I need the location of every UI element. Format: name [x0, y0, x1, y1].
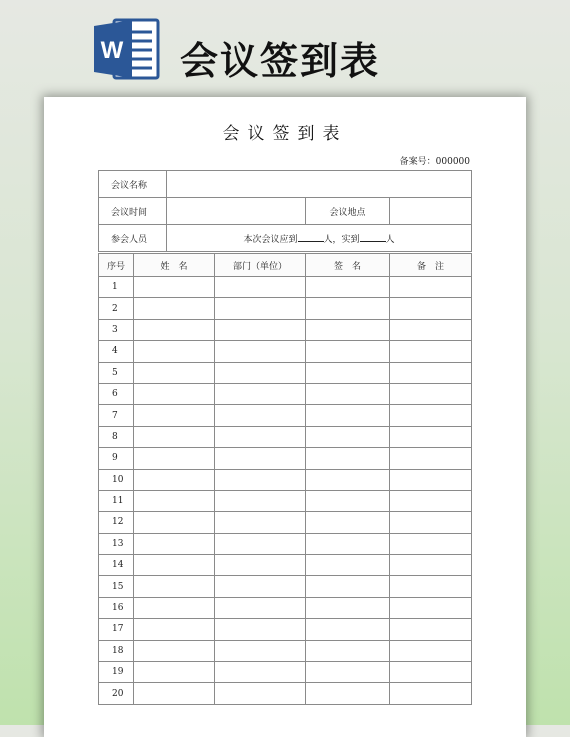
table-row: [99, 319, 472, 340]
remarks-cell[interactable]: [390, 362, 472, 383]
meeting-name-field[interactable]: [167, 171, 472, 198]
department-cell[interactable]: [215, 298, 306, 319]
meeting-time-label: 会议时间: [99, 198, 167, 225]
table-row: [99, 619, 472, 640]
department-cell[interactable]: [215, 405, 306, 426]
name-cell[interactable]: [134, 640, 215, 661]
row-number: 14: [99, 555, 134, 576]
row-number: 17: [99, 619, 134, 640]
table-row: [99, 662, 472, 683]
department-cell[interactable]: [215, 512, 306, 533]
signature-cell[interactable]: [306, 383, 390, 404]
signature-cell[interactable]: [306, 277, 390, 298]
department-cell[interactable]: [215, 662, 306, 683]
name-cell[interactable]: [134, 490, 215, 511]
row-number: 8: [99, 426, 134, 447]
table-row: [99, 512, 472, 533]
name-cell[interactable]: [134, 319, 215, 340]
meeting-time-field[interactable]: [167, 198, 306, 225]
remarks-cell[interactable]: [390, 576, 472, 597]
department-cell[interactable]: [215, 277, 306, 298]
table-row: [99, 533, 472, 554]
row-number: 12: [99, 512, 134, 533]
name-cell[interactable]: [134, 512, 215, 533]
name-cell[interactable]: [134, 555, 215, 576]
signature-cell[interactable]: [306, 490, 390, 511]
table-row: [99, 576, 472, 597]
remarks-cell[interactable]: [390, 533, 472, 554]
meeting-time-row: [99, 198, 472, 225]
row-number: 3: [99, 319, 134, 340]
attendance-text-expected: 本次会议应到: [243, 234, 298, 245]
row-number: 2: [99, 298, 134, 319]
name-cell[interactable]: [134, 383, 215, 404]
banner: [0, 0, 570, 95]
department-cell[interactable]: [215, 383, 306, 404]
table-row: [99, 341, 472, 362]
signature-cell[interactable]: [306, 298, 390, 319]
signature-cell[interactable]: [306, 448, 390, 469]
row-number: 20: [99, 683, 134, 704]
remarks-cell[interactable]: [390, 683, 472, 704]
table-row: [99, 298, 472, 319]
table-row: [99, 469, 472, 490]
department-cell[interactable]: [215, 619, 306, 640]
department-cell[interactable]: [215, 597, 306, 618]
row-number: 10: [99, 469, 134, 490]
name-cell[interactable]: [134, 662, 215, 683]
remarks-cell[interactable]: [390, 469, 472, 490]
meeting-name-row: [99, 171, 472, 198]
row-number: 13: [99, 533, 134, 554]
name-cell[interactable]: [134, 597, 215, 618]
signature-cell[interactable]: [306, 619, 390, 640]
signature-cell[interactable]: [306, 426, 390, 447]
signature-cell[interactable]: [306, 555, 390, 576]
row-number: 11: [99, 490, 134, 511]
column-header-name: 姓 名: [134, 254, 215, 277]
table-row: [99, 277, 472, 298]
remarks-cell[interactable]: [390, 512, 472, 533]
remarks-cell[interactable]: [390, 597, 472, 618]
table-row: [99, 448, 472, 469]
attendance-text-unit: 人: [385, 234, 395, 245]
column-header-signature: 签 名: [306, 254, 390, 277]
name-cell[interactable]: [134, 683, 215, 704]
row-number: 6: [99, 383, 134, 404]
department-cell[interactable]: [215, 683, 306, 704]
name-cell[interactable]: [134, 576, 215, 597]
sign-in-table: [98, 253, 472, 705]
department-cell[interactable]: [215, 448, 306, 469]
attendance-summary: [167, 225, 472, 252]
row-number: 1: [99, 277, 134, 298]
department-cell[interactable]: [215, 426, 306, 447]
table-row: [99, 597, 472, 618]
meeting-name-label: 会议名称: [99, 171, 167, 198]
remarks-cell[interactable]: [390, 383, 472, 404]
signature-cell[interactable]: [306, 597, 390, 618]
table-row: [99, 490, 472, 511]
sign-in-header-row: [99, 254, 472, 277]
name-cell[interactable]: [134, 298, 215, 319]
name-cell[interactable]: [134, 362, 215, 383]
name-cell[interactable]: [134, 277, 215, 298]
meeting-place-field[interactable]: [390, 198, 472, 225]
banner-title: 会议签到表: [180, 39, 381, 83]
row-number: 5: [99, 362, 134, 383]
remarks-cell[interactable]: [390, 319, 472, 340]
table-row: [99, 640, 472, 661]
meeting-place-label: 会议地点: [306, 198, 390, 225]
table-row: [99, 426, 472, 447]
remarks-cell[interactable]: [390, 555, 472, 576]
attendees-row: [99, 225, 472, 252]
department-cell[interactable]: [215, 555, 306, 576]
department-cell[interactable]: [215, 362, 306, 383]
signature-cell[interactable]: [306, 319, 390, 340]
row-number: 15: [99, 576, 134, 597]
remarks-cell[interactable]: [390, 619, 472, 640]
expected-count-blank[interactable]: [298, 232, 324, 242]
department-cell[interactable]: [215, 341, 306, 362]
signature-cell[interactable]: [306, 405, 390, 426]
remarks-cell[interactable]: [390, 341, 472, 362]
row-number: 4: [99, 341, 134, 362]
signature-cell[interactable]: [306, 683, 390, 704]
department-cell[interactable]: [215, 490, 306, 511]
meeting-info-table: [98, 170, 472, 252]
department-cell[interactable]: [215, 533, 306, 554]
attendees-label: 参会人员: [99, 225, 167, 252]
sign-in-rows: [99, 277, 472, 705]
row-number: 9: [99, 448, 134, 469]
name-cell[interactable]: [134, 341, 215, 362]
document-page: [44, 97, 526, 737]
name-cell[interactable]: [134, 405, 215, 426]
remarks-cell[interactable]: [390, 490, 472, 511]
document-title: 会议签到表: [222, 124, 348, 144]
department-cell[interactable]: [215, 576, 306, 597]
name-cell[interactable]: [134, 426, 215, 447]
department-cell[interactable]: [215, 640, 306, 661]
signature-cell[interactable]: [306, 469, 390, 490]
name-cell[interactable]: [134, 619, 215, 640]
signature-cell[interactable]: [306, 512, 390, 533]
column-header-number: 序号: [99, 254, 134, 277]
row-number: 16: [99, 597, 134, 618]
signature-cell[interactable]: [306, 533, 390, 554]
name-cell[interactable]: [134, 448, 215, 469]
column-header-department: 部门（单位）: [215, 254, 306, 277]
table-row: [99, 362, 472, 383]
department-cell[interactable]: [215, 319, 306, 340]
table-row: [99, 405, 472, 426]
remarks-cell[interactable]: [390, 277, 472, 298]
actual-count-blank[interactable]: [360, 232, 386, 242]
remarks-cell[interactable]: [390, 426, 472, 447]
table-row: [99, 683, 472, 704]
row-number: 7: [99, 405, 134, 426]
row-number: 18: [99, 640, 134, 661]
word-document-icon: [92, 16, 160, 82]
remarks-cell[interactable]: [390, 298, 472, 319]
attendance-text-actual: 人，实到: [323, 234, 360, 245]
name-cell[interactable]: [134, 533, 215, 554]
name-cell[interactable]: [134, 469, 215, 490]
row-number: 19: [99, 662, 134, 683]
word-icon-letter: W: [100, 37, 124, 64]
table-row: [99, 555, 472, 576]
column-header-remarks: 备 注: [390, 254, 472, 277]
table-row: [99, 383, 472, 404]
remarks-cell[interactable]: [390, 405, 472, 426]
department-cell[interactable]: [215, 469, 306, 490]
signature-cell[interactable]: [306, 640, 390, 661]
signature-cell[interactable]: [306, 341, 390, 362]
signature-cell[interactable]: [306, 662, 390, 683]
file-number: 备案号：000000: [399, 157, 470, 167]
remarks-cell[interactable]: [390, 640, 472, 661]
signature-cell[interactable]: [306, 362, 390, 383]
signature-cell[interactable]: [306, 576, 390, 597]
remarks-cell[interactable]: [390, 448, 472, 469]
remarks-cell[interactable]: [390, 662, 472, 683]
